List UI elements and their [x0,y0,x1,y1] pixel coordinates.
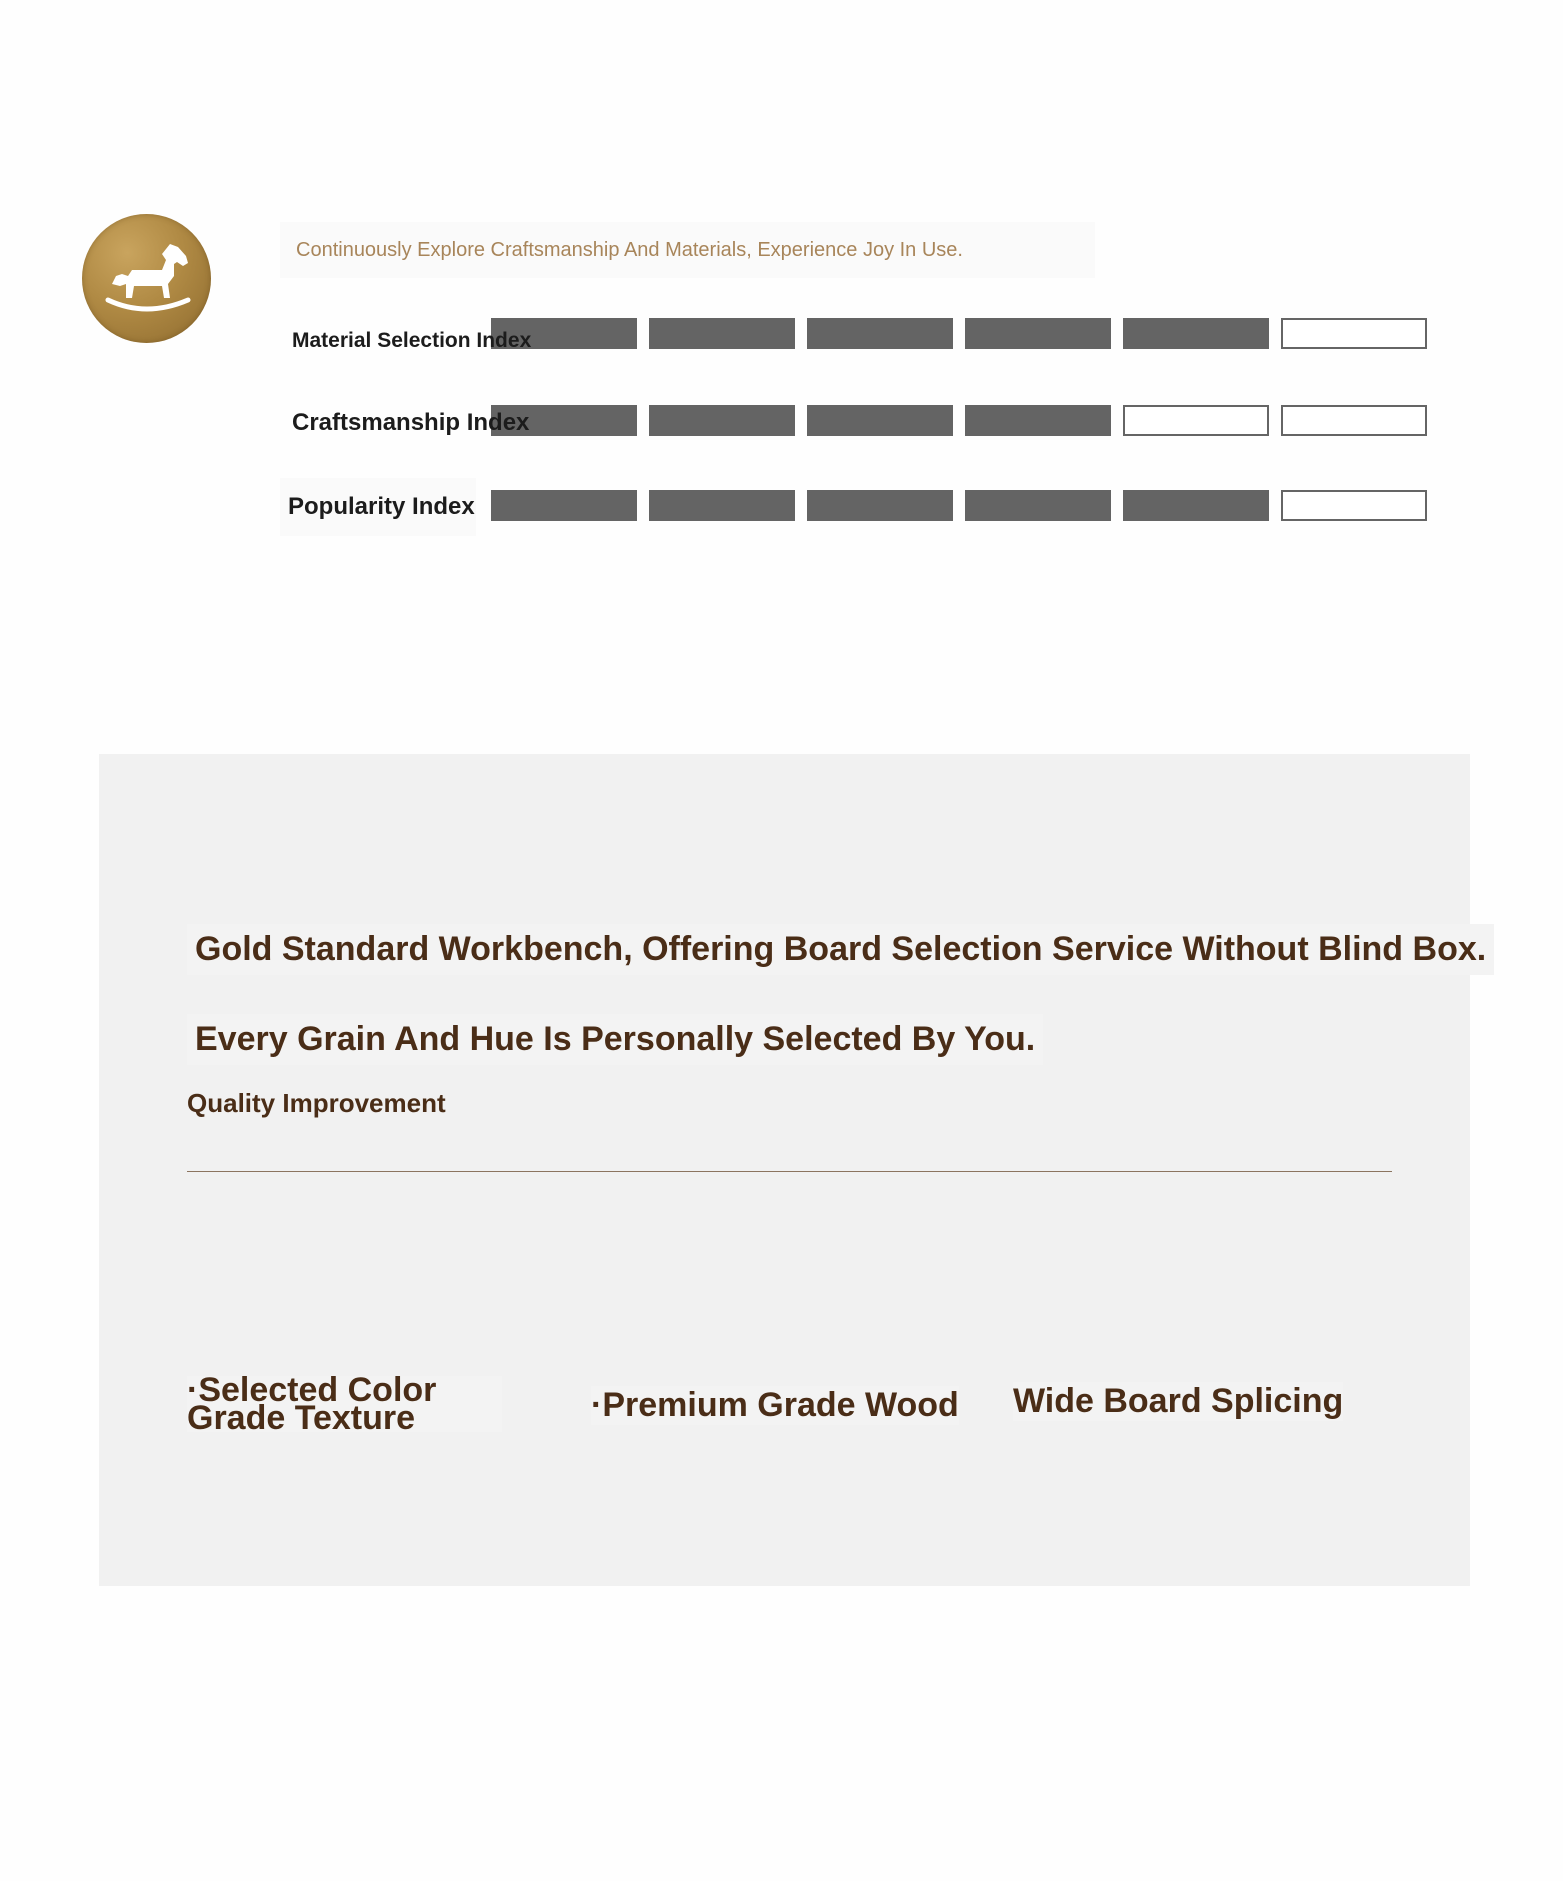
headline-primary: Gold Standard Workbench, Offering Board Selection Service Without Blind Box. [187,924,1494,975]
brand-logo [82,214,211,343]
index-label-text: Popularity Index [288,493,475,520]
feature-premium-wood: ·Premium Grade Wood [591,1386,959,1424]
rating-segment-filled [1123,318,1269,349]
feature-wide-board: Wide Board Splicing [1013,1382,1344,1420]
rating-segment-filled [965,405,1111,436]
index-label-text: Material Selection Index [292,329,532,352]
rating-segment-filled [649,318,795,349]
rating-segment-filled [649,490,795,521]
feature-selected-color: ·Selected Color Grade Texture [187,1376,502,1432]
rating-segment-filled [649,405,795,436]
info-panel [99,754,1487,1586]
headline-secondary: Every Grain And Hue Is Personally Selected By You. [187,1014,1043,1065]
rating-segment-filled [807,405,953,436]
craftsmanship-index-label [280,394,530,452]
popularity-index-label [280,478,476,536]
rating-segment-filled [491,490,637,521]
tagline: Continuously Explore Craftsmanship And Materials, Experience Joy In Use. [280,222,1095,278]
material-selection-index-label [280,312,532,370]
rating-segment-empty [1281,490,1427,521]
rating-segment-empty [1123,405,1269,436]
rating-segment-filled [807,318,953,349]
quality-improvement-title: Quality Improvement [187,1088,446,1118]
index-label-text: Craftsmanship Index [292,409,530,436]
rocking-horse-icon [82,214,211,343]
rating-segment-empty [1281,405,1427,436]
rating-segment-filled [965,490,1111,521]
rating-segment-filled [807,490,953,521]
rating-segment-filled [1123,490,1269,521]
rating-segment-empty [1281,318,1427,349]
divider [187,1171,1392,1172]
rating-segment-filled [965,318,1111,349]
